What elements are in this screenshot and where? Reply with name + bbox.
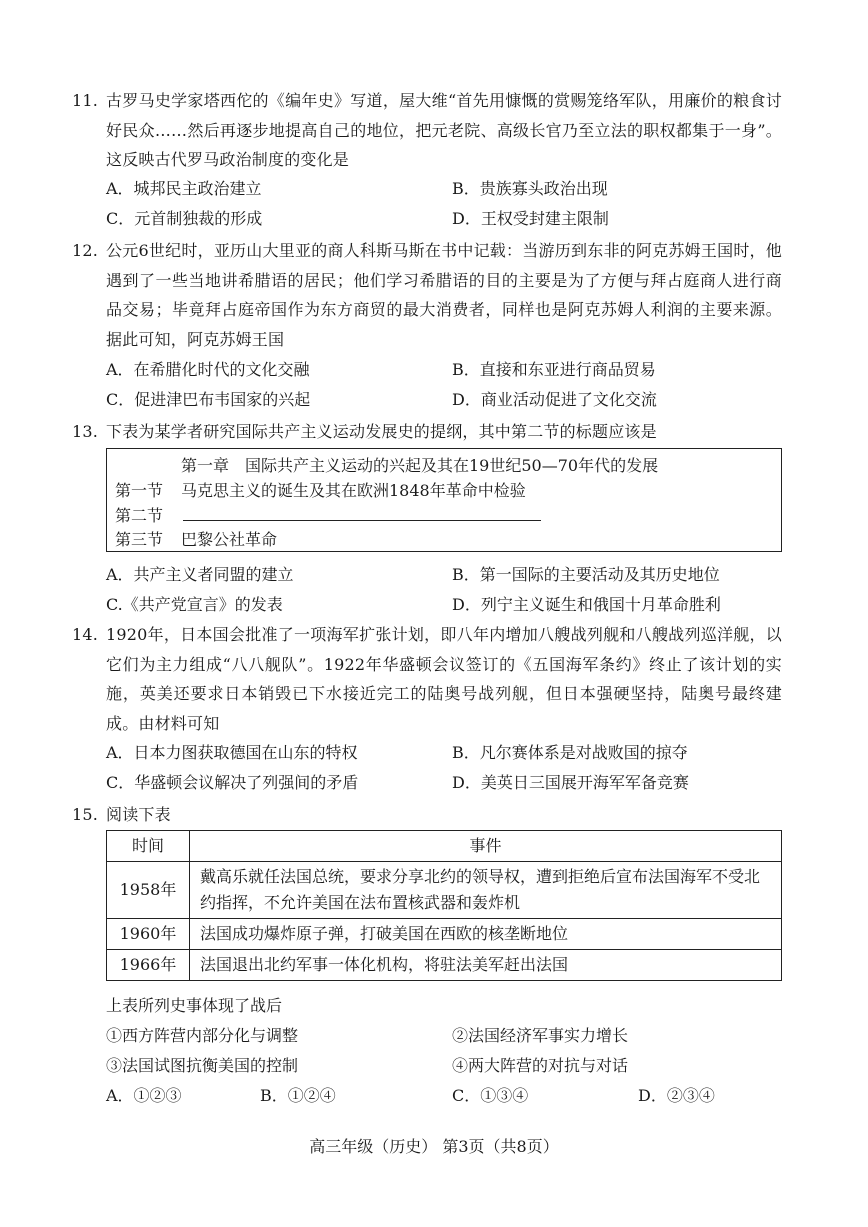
question-12-stem bbox=[72, 236, 782, 354]
question-15-stem bbox=[72, 800, 782, 830]
question-11-text: 古罗马史学家塔西佗的《编年史》写道，屋大维“首先用慷慨的赏赐笼络军队，用廉价的粮食讨好民众……然后再逐步地提高自己的地位，把元老院、高级长官乃至立法的职权都集于一身”。这反映古代罗马政治制度的变化是 bbox=[106, 91, 782, 169]
table-row bbox=[107, 919, 782, 950]
option-b: B．凡尔赛体系是对战败国的掠夺 bbox=[452, 743, 688, 762]
statement-2: ②法国经济军事实力增长 bbox=[452, 1026, 629, 1045]
option-a: A．共产主义者同盟的建立 bbox=[106, 565, 294, 584]
option-c: C．华盛顿会议解决了列强间的矛盾 bbox=[106, 773, 359, 792]
question-15 bbox=[0, 800, 868, 830]
table-cell-year: 1958年 bbox=[107, 862, 190, 919]
option-d: D．商业活动促进了文化交流 bbox=[452, 390, 657, 409]
question-15-text: 阅读下表 bbox=[106, 805, 171, 824]
table-cell-year: 1960年 bbox=[107, 919, 190, 950]
question-14 bbox=[0, 620, 868, 738]
table-cell-event: 戴高乐就任法国总统，要求分享北约的领导权，遭到拒绝后宣布法国海军不受北约指挥，不允许美国在法布置核武器和轰炸机 bbox=[190, 862, 782, 919]
question-11-stem bbox=[72, 86, 782, 175]
table-header-time: 时间 bbox=[107, 831, 190, 862]
statement-4: ④两大阵营的对抗与对话 bbox=[452, 1056, 629, 1075]
outline-chapter: 第一章 国际共产主义运动的兴起及其在19世纪50—70年代的发展 bbox=[181, 456, 659, 475]
table-cell-event: 法国成功爆炸原子弹，打破美国在西欧的核垄断地位 bbox=[190, 919, 782, 950]
statement-3: ③法国试图抗衡美国的控制 bbox=[106, 1056, 299, 1075]
question-14-text: 1920年，日本国会批准了一项海军扩张计划，即八年内增加八艘战列舰和八艘战列巡洋舰，以它们为主力组成“八八舰队”。1922年华盛顿会议签订的《五国海军条约》终止了该计划的实施，英美还要求日本销毁已下水接近完工的陆奥号战列舰，但日本强硬坚持，陆奥号最终建成。由材料可知 bbox=[106, 625, 782, 733]
option-a: A．日本力图获取德国在山东的特权 bbox=[106, 743, 358, 762]
option-c: C．①③④ bbox=[452, 1086, 529, 1105]
question-11-number: 11. bbox=[72, 91, 99, 110]
question-13-number: 13. bbox=[72, 422, 99, 441]
option-d: D．②③④ bbox=[638, 1086, 715, 1105]
option-a: A．①②③ bbox=[106, 1086, 182, 1105]
outline-section-3-label: 第三节 bbox=[115, 530, 164, 549]
outline-section-2-blank bbox=[183, 520, 541, 521]
question-13-stem bbox=[72, 417, 782, 447]
question-12-number: 12. bbox=[72, 241, 99, 260]
question-12 bbox=[0, 236, 868, 354]
outline-table bbox=[106, 448, 782, 552]
option-b: B．①②④ bbox=[260, 1086, 336, 1105]
outline-section-1-text: 马克思主义的诞生及其在欧洲1848年革命中检验 bbox=[181, 481, 526, 500]
option-a: A．在希腊化时代的文化交融 bbox=[106, 360, 310, 379]
option-b: B．直接和东亚进行商品贸易 bbox=[452, 360, 656, 379]
question-13-text: 下表为某学者研究国际共产主义运动发展史的提纲，其中第二节的标题应该是 bbox=[106, 422, 657, 441]
question-14-number: 14. bbox=[72, 625, 99, 644]
table-cell-event: 法国退出北约军事一体化机构，将驻法美军赶出法国 bbox=[190, 950, 782, 981]
option-c: C.《共产党宣言》的发表 bbox=[106, 595, 283, 614]
question-11 bbox=[0, 86, 868, 175]
question-15-after-text: 上表所列史事体现了战后 bbox=[106, 996, 283, 1015]
table-row bbox=[107, 950, 782, 981]
statement-1: ①西方阵营内部分化与调整 bbox=[106, 1026, 299, 1045]
option-a: A．城邦民主政治建立 bbox=[106, 179, 262, 198]
outline-section-1-label: 第一节 bbox=[115, 481, 164, 500]
option-b: B．贵族寡头政治出现 bbox=[452, 179, 608, 198]
option-c: C．元首制独裁的形成 bbox=[106, 209, 263, 228]
table-cell-year: 1966年 bbox=[107, 950, 190, 981]
question-12-text: 公元6世纪时，亚历山大里亚的商人科斯马斯在书中记载：当游历到东非的阿克苏姆王国时，他遇到了一些当地讲希腊语的居民；他们学习希腊语的目的主要是为了方便与拜占庭商人进行商品交易；毕竟拜占庭帝国作为东方商贸的最大消费者，同样也是阿克苏姆人利润的主要来源。据此可知，阿克苏姆王国 bbox=[106, 241, 782, 349]
option-d: D．王权受封建主限制 bbox=[452, 209, 609, 228]
option-b: B．第一国际的主要活动及其历史地位 bbox=[452, 565, 720, 584]
table-header-row bbox=[107, 831, 782, 862]
outline-section-3-text: 巴黎公社革命 bbox=[181, 530, 278, 549]
outline-section-2-label: 第二节 bbox=[115, 506, 164, 525]
question-14-stem bbox=[72, 620, 782, 738]
option-c: C．促进津巴布韦国家的兴起 bbox=[106, 390, 311, 409]
page-footer: 高三年级（历史） 第3页（共8页） bbox=[309, 1137, 559, 1156]
option-d: D．列宁主义诞生和俄国十月革命胜利 bbox=[452, 595, 721, 614]
table-row bbox=[107, 862, 782, 919]
question-13 bbox=[0, 417, 868, 447]
table-header-event: 事件 bbox=[190, 831, 782, 862]
option-d: D．美英日三国展开海军军备竞赛 bbox=[452, 773, 689, 792]
events-table bbox=[106, 830, 782, 981]
question-15-number: 15. bbox=[72, 805, 99, 824]
